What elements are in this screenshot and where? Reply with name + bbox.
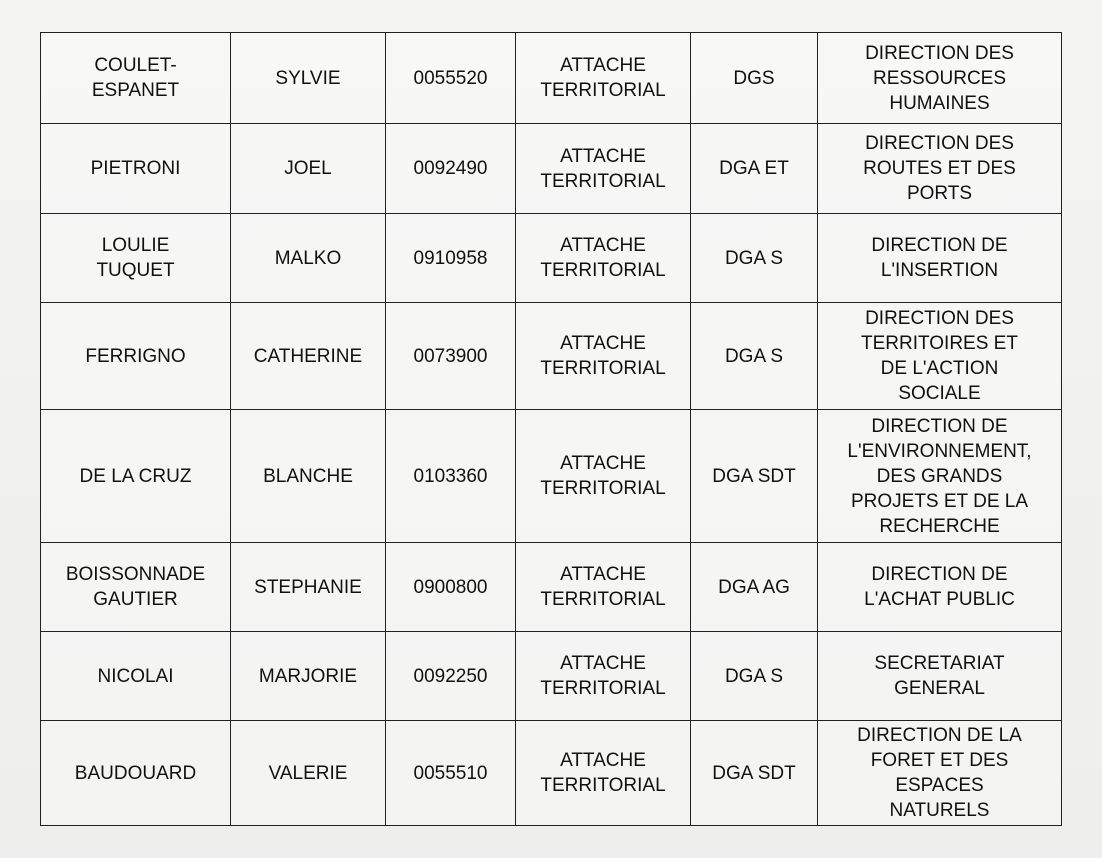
- cell-matricule: 0103360: [386, 410, 516, 543]
- cell-grade: ATTACHE TERRITORIAL: [516, 543, 691, 632]
- cell-grade: ATTACHE TERRITORIAL: [516, 721, 691, 826]
- cell-prenom: MALKO: [231, 214, 386, 303]
- table-row: [41, 543, 1062, 632]
- cell-dga: DGA S: [691, 632, 818, 721]
- cell-grade: ATTACHE TERRITORIAL: [516, 33, 691, 124]
- cell-prenom: CATHERINE: [231, 303, 386, 410]
- cell-prenom: STEPHANIE: [231, 543, 386, 632]
- cell-direction: DIRECTION DES TERRITOIRES ET DE L'ACTION SOCIALE: [818, 303, 1062, 410]
- cell-dga: DGA SDT: [691, 721, 818, 826]
- cell-prenom: MARJORIE: [231, 632, 386, 721]
- cell-grade: ATTACHE TERRITORIAL: [516, 303, 691, 410]
- cell-prenom: JOEL: [231, 124, 386, 214]
- cell-matricule: 0055510: [386, 721, 516, 826]
- cell-prenom: VALERIE: [231, 721, 386, 826]
- staff-table: [40, 32, 1062, 826]
- cell-grade: ATTACHE TERRITORIAL: [516, 214, 691, 303]
- cell-dga: DGA SDT: [691, 410, 818, 543]
- cell-nom: BAUDOUARD: [41, 721, 231, 826]
- cell-matricule: 0055520: [386, 33, 516, 124]
- cell-nom: FERRIGNO: [41, 303, 231, 410]
- cell-direction: DIRECTION DE L'ACHAT PUBLIC: [818, 543, 1062, 632]
- cell-nom: COULET- ESPANET: [41, 33, 231, 124]
- cell-direction: DIRECTION DES RESSOURCES HUMAINES: [818, 33, 1062, 124]
- table-row: [41, 124, 1062, 214]
- cell-prenom: BLANCHE: [231, 410, 386, 543]
- cell-matricule: 0073900: [386, 303, 516, 410]
- cell-grade: ATTACHE TERRITORIAL: [516, 410, 691, 543]
- table-row: [41, 632, 1062, 721]
- cell-nom: NICOLAI: [41, 632, 231, 721]
- cell-matricule: 0910958: [386, 214, 516, 303]
- table-row: [41, 303, 1062, 410]
- cell-dga: DGA S: [691, 303, 818, 410]
- table-row: [41, 33, 1062, 124]
- table-row: [41, 721, 1062, 826]
- cell-dga: DGA ET: [691, 124, 818, 214]
- cell-direction: DIRECTION DE LA FORET ET DES ESPACES NATURELS: [818, 721, 1062, 826]
- cell-direction: DIRECTION DE L'ENVIRONNEMENT, DES GRANDS PROJETS ET DE LA RECHERCHE: [818, 410, 1062, 543]
- cell-dga: DGA S: [691, 214, 818, 303]
- cell-nom: LOULIE TUQUET: [41, 214, 231, 303]
- cell-dga: DGS: [691, 33, 818, 124]
- cell-dga: DGA AG: [691, 543, 818, 632]
- table-row: [41, 410, 1062, 543]
- cell-grade: ATTACHE TERRITORIAL: [516, 124, 691, 214]
- cell-matricule: 0900800: [386, 543, 516, 632]
- cell-nom: DE LA CRUZ: [41, 410, 231, 543]
- cell-matricule: 0092250: [386, 632, 516, 721]
- staff-table-body: [41, 33, 1062, 826]
- cell-matricule: 0092490: [386, 124, 516, 214]
- cell-nom: PIETRONI: [41, 124, 231, 214]
- cell-prenom: SYLVIE: [231, 33, 386, 124]
- cell-direction: DIRECTION DES ROUTES ET DES PORTS: [818, 124, 1062, 214]
- cell-direction: DIRECTION DE L'INSERTION: [818, 214, 1062, 303]
- cell-nom: BOISSONNADE GAUTIER: [41, 543, 231, 632]
- cell-direction: SECRETARIAT GENERAL: [818, 632, 1062, 721]
- table-row: [41, 214, 1062, 303]
- cell-grade: ATTACHE TERRITORIAL: [516, 632, 691, 721]
